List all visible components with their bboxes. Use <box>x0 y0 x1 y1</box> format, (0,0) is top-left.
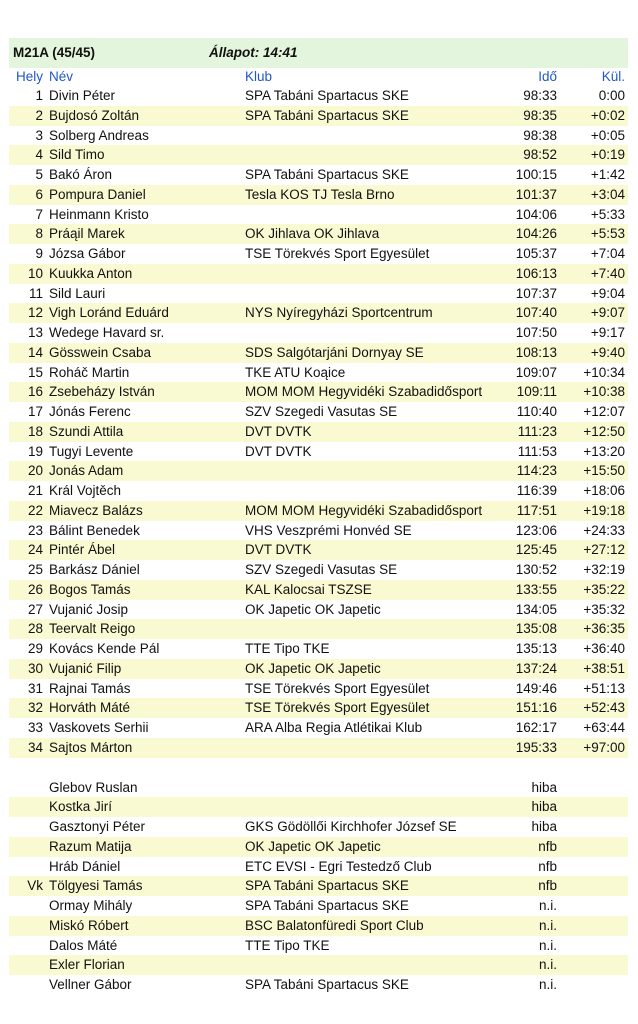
place-cell: 9 <box>35 246 43 261</box>
club-cell: MOM MOM Hegyvidéki Szabadidősport <box>245 502 483 518</box>
diff-cell: +5:53 <box>590 226 625 242</box>
time-cell: 125:45 <box>515 542 557 558</box>
time-cell: 101:37 <box>515 186 557 202</box>
result-row <box>9 698 628 718</box>
place-cell: 31 <box>27 680 43 696</box>
place-cell: 2 <box>35 107 43 123</box>
category-title-row <box>9 38 628 68</box>
name-cell: Dalos Máté <box>49 937 118 953</box>
club-cell: OK Japetic OK Japetic <box>245 601 381 617</box>
time-cell: 195:33 <box>515 739 557 755</box>
club-cell: KAL Kalocsai TSZSE <box>245 581 372 597</box>
diff-cell: +9:07 <box>590 305 625 321</box>
name-cell: Sild Timo <box>49 147 105 163</box>
place-cell: 16 <box>27 384 43 400</box>
place-cell: 6 <box>35 186 43 202</box>
place-cell: 28 <box>27 621 43 637</box>
result-row <box>9 205 628 225</box>
name-cell: Szundi Attila <box>49 423 124 439</box>
result-row <box>9 600 628 620</box>
non-finisher-row <box>9 778 628 798</box>
place-cell: 30 <box>27 660 43 676</box>
time-cell: 98:52 <box>523 147 557 163</box>
result-row <box>9 185 628 205</box>
diff-cell: +13:20 <box>583 443 625 459</box>
name-cell: Razum Matija <box>49 838 132 854</box>
result-row <box>9 224 628 244</box>
place-cell: 17 <box>27 404 43 419</box>
name-cell: Gasztonyi Péter <box>49 819 146 834</box>
place-cell: 12 <box>27 305 43 321</box>
time-cell: hiba <box>531 819 557 834</box>
diff-cell: +7:04 <box>590 246 625 261</box>
club-cell: SPA Tabáni Spartacus SKE <box>245 898 409 913</box>
result-row <box>9 145 628 165</box>
name-cell: Vellner Gábor <box>49 977 132 992</box>
result-row <box>9 461 628 481</box>
name-cell: Hráb Dániel <box>49 858 121 874</box>
diff-cell: +52:43 <box>583 700 625 716</box>
result-row <box>9 323 628 343</box>
column-diff-header[interactable]: Kül. <box>601 69 625 84</box>
diff-cell: +9:40 <box>590 344 625 360</box>
diff-cell: +3:04 <box>590 186 625 202</box>
diff-cell: +19:18 <box>583 502 625 518</box>
time-cell: 98:33 <box>523 88 557 103</box>
diff-cell: +15:50 <box>583 463 625 479</box>
column-place-header[interactable]: Hely <box>15 69 43 84</box>
time-cell: 109:11 <box>516 384 557 400</box>
name-cell: Zsebeházy István <box>49 384 155 400</box>
section-divider <box>9 758 628 778</box>
result-row <box>9 560 628 580</box>
non-finishers-list <box>9 778 628 995</box>
club-cell: OK Japetic OK Japetic <box>245 838 381 854</box>
name-cell: Teervalt Reigo <box>49 621 136 637</box>
name-cell: Gösswein Csaba <box>49 344 152 360</box>
place-cell: Vk <box>27 878 43 894</box>
ranked-results-list <box>9 86 628 758</box>
time-cell: 105:37 <box>515 246 557 261</box>
result-row <box>9 442 628 462</box>
category-class: M21A (45/45) <box>13 45 96 60</box>
column-name-header[interactable]: Név <box>49 69 74 84</box>
place-cell: 29 <box>27 641 43 656</box>
time-cell: 98:35 <box>523 107 557 123</box>
club-cell: DVT DVTK <box>245 443 312 459</box>
name-cell: Horváth Máté <box>49 700 131 716</box>
name-cell: Kovács Kende Pál <box>49 641 160 656</box>
club-cell: TTE Tipo TKE <box>245 641 330 656</box>
club-cell: NYS Nyíregyházi Sportcentrum <box>245 305 433 321</box>
time-cell: 133:55 <box>515 581 557 597</box>
club-cell: TSE Törekvés Sport Egyesület <box>245 246 430 261</box>
diff-cell: +0:02 <box>590 107 625 123</box>
diff-cell: +5:33 <box>590 206 625 222</box>
diff-cell: +32:19 <box>583 562 625 577</box>
club-cell: OK Jihlava OK Jihlava <box>245 226 380 242</box>
diff-cell: +35:22 <box>583 581 625 597</box>
name-cell: Sild Lauri <box>49 285 106 301</box>
diff-cell: +12:07 <box>583 404 625 419</box>
name-cell: Miavecz Balázs <box>49 502 143 518</box>
place-cell: 32 <box>27 700 43 716</box>
time-cell: 134:05 <box>515 601 557 617</box>
place-cell: 15 <box>27 364 43 380</box>
name-cell: Sajtos Márton <box>49 739 133 755</box>
time-cell: 135:08 <box>515 621 557 637</box>
name-cell: Jónás Ferenc <box>49 404 131 419</box>
place-cell: 22 <box>27 502 43 518</box>
category-status: Állapot: 14:41 <box>209 45 298 60</box>
name-cell: Barkász Dániel <box>49 562 140 577</box>
place-cell: 3 <box>35 127 43 143</box>
time-cell: 107:50 <box>515 325 557 340</box>
time-cell: 110:40 <box>516 404 557 419</box>
club-cell: TKE ATU Koąice <box>245 364 346 380</box>
club-cell: TSE Törekvés Sport Egyesület <box>245 680 430 696</box>
club-cell: ARA Alba Regia Atlétikai Klub <box>245 720 423 735</box>
column-time-header[interactable]: Idő <box>538 69 557 84</box>
name-cell: Kuukka Anton <box>49 265 133 281</box>
diff-cell: +0:05 <box>590 127 625 143</box>
time-cell: 149:46 <box>515 680 557 696</box>
name-cell: Roháč Martin <box>49 364 130 380</box>
club-cell: SPA Tabáni Spartacus SKE <box>245 977 409 992</box>
time-cell: 130:52 <box>515 562 557 577</box>
name-cell: Bujdosó Zoltán <box>49 107 140 123</box>
time-cell: nfb <box>538 858 557 874</box>
name-cell: Vujanić Josip <box>49 601 129 617</box>
club-cell: SPA Tabáni Spartacus SKE <box>245 107 409 123</box>
time-cell: 106:13 <box>515 265 557 281</box>
time-cell: 137:24 <box>515 660 557 676</box>
place-cell: 8 <box>35 226 43 242</box>
place-cell: 1 <box>35 88 43 103</box>
diff-cell: +18:06 <box>583 483 625 498</box>
result-row <box>9 264 628 284</box>
name-cell: Pompura Daniel <box>49 186 146 202</box>
result-row <box>9 422 628 442</box>
name-cell: Vaskovets Serhii <box>49 720 149 735</box>
place-cell: 10 <box>27 265 43 281</box>
place-cell: 26 <box>27 581 43 597</box>
name-cell: Heinmann Kristo <box>49 206 149 222</box>
name-cell: Jonás Adam <box>49 463 124 479</box>
result-row <box>9 126 628 146</box>
place-cell: 19 <box>27 443 43 459</box>
name-cell: Kostka Jirí <box>49 799 113 815</box>
club-cell: SZV Szegedi Vasutas SE <box>245 404 398 419</box>
result-row <box>9 619 628 639</box>
name-cell: Práąil Marek <box>49 226 125 242</box>
time-cell: 162:17 <box>515 720 557 735</box>
place-cell: 33 <box>27 720 43 735</box>
club-cell: SZV Szegedi Vasutas SE <box>245 562 398 577</box>
name-cell: Král Vojtěch <box>49 483 122 498</box>
place-cell: 23 <box>27 522 43 538</box>
diff-cell: +0:19 <box>590 147 625 163</box>
result-row <box>9 106 628 126</box>
time-cell: 123:06 <box>515 522 557 538</box>
non-finisher-row <box>9 936 628 956</box>
club-cell: SPA Tabáni Spartacus SKE <box>245 88 409 103</box>
diff-cell: +10:38 <box>583 384 625 400</box>
time-cell: n.i. <box>538 957 557 973</box>
time-cell: 104:06 <box>515 206 557 222</box>
non-finisher-row <box>9 916 628 936</box>
name-cell: Vujanić Filip <box>49 660 122 676</box>
diff-cell: +9:17 <box>590 325 625 340</box>
time-cell: 111:23 <box>517 423 557 439</box>
time-cell: 108:13 <box>515 344 557 360</box>
club-cell: ETC EVSI - Egri Testedző Club <box>245 858 432 874</box>
result-row <box>9 639 628 659</box>
non-finisher-row <box>9 817 628 837</box>
name-cell: Wedege Havard sr. <box>49 325 165 340</box>
time-cell: 114:23 <box>516 463 557 479</box>
time-cell: n.i. <box>538 977 557 992</box>
result-row <box>9 363 628 383</box>
club-cell: SDS Salgótarjáni Dornyay SE <box>245 344 424 360</box>
non-finisher-row <box>9 876 628 896</box>
time-cell: nfb <box>538 838 557 854</box>
time-cell: 107:40 <box>515 305 557 321</box>
time-cell: hiba <box>531 799 557 815</box>
name-cell: Tugyi Levente <box>49 443 134 459</box>
result-row <box>9 501 628 521</box>
time-cell: 109:07 <box>515 364 557 380</box>
club-cell: OK Japetic OK Japetic <box>245 660 381 676</box>
result-row <box>9 165 628 185</box>
column-header-row <box>9 68 628 86</box>
name-cell: Vigh Loránd Eduárd <box>49 305 169 321</box>
place-cell: 11 <box>28 285 43 301</box>
result-row <box>9 402 628 422</box>
diff-cell: +1:42 <box>590 167 625 182</box>
results-table <box>9 38 628 995</box>
result-row <box>9 521 628 541</box>
name-cell: Miskó Róbert <box>49 917 129 933</box>
result-row <box>9 86 628 106</box>
place-cell: 7 <box>35 206 43 222</box>
club-cell: SPA Tabáni Spartacus SKE <box>245 167 409 182</box>
name-cell: Bogos Tamás <box>49 581 131 597</box>
non-finisher-row <box>9 837 628 857</box>
place-cell: 14 <box>27 344 43 360</box>
name-cell: Bálint Benedek <box>49 522 140 538</box>
diff-cell: +38:51 <box>583 660 625 676</box>
place-cell: 18 <box>27 423 43 439</box>
club-cell: SPA Tabáni Spartacus SKE <box>245 878 409 894</box>
name-cell: Tölgyesi Tamás <box>49 878 143 894</box>
name-cell: Bakó Áron <box>49 167 113 182</box>
time-cell: 100:15 <box>515 167 557 182</box>
name-cell: Pintér Ábel <box>49 542 116 558</box>
diff-cell: +7:40 <box>590 265 625 281</box>
club-cell: DVT DVTK <box>245 542 312 558</box>
time-cell: 116:39 <box>516 483 557 498</box>
club-cell: DVT DVTK <box>245 423 312 439</box>
club-cell: Tesla KOS TJ Tesla Brno <box>245 186 395 202</box>
club-cell: BSC Balatonfüredi Sport Club <box>245 917 424 933</box>
club-cell: GKS Gödöllői Kirchhofer József SE <box>245 819 457 834</box>
diff-cell: +12:50 <box>583 423 625 439</box>
place-cell: 27 <box>27 601 43 617</box>
diff-cell: +27:12 <box>583 542 625 558</box>
name-cell: Rajnai Tamás <box>49 680 131 696</box>
place-cell: 4 <box>35 147 43 163</box>
time-cell: 98:38 <box>523 127 557 143</box>
diff-cell: +10:34 <box>583 364 625 380</box>
result-row <box>9 718 628 738</box>
time-cell: hiba <box>531 779 557 795</box>
non-finisher-row <box>9 797 628 817</box>
time-cell: 117:51 <box>516 502 557 518</box>
time-cell: n.i. <box>538 937 557 953</box>
result-row <box>9 679 628 699</box>
result-row <box>9 343 628 363</box>
diff-cell: +9:04 <box>590 285 625 301</box>
result-row <box>9 540 628 560</box>
club-cell: TTE Tipo TKE <box>245 937 330 953</box>
time-cell: 111:53 <box>517 443 557 459</box>
place-cell: 24 <box>27 542 43 558</box>
result-row <box>9 284 628 304</box>
diff-cell: 0:00 <box>598 88 625 103</box>
place-cell: 5 <box>35 167 43 182</box>
diff-cell: +36:35 <box>583 621 625 637</box>
name-cell: Józsa Gábor <box>49 246 126 261</box>
result-row <box>9 382 628 402</box>
diff-cell: +35:32 <box>583 601 625 617</box>
time-cell: 151:16 <box>515 700 557 716</box>
name-cell: Solberg Andreas <box>49 127 149 143</box>
diff-cell: +36:40 <box>583 641 625 656</box>
place-cell: 20 <box>27 463 43 479</box>
result-row <box>9 738 628 758</box>
diff-cell: +51:13 <box>583 680 625 696</box>
result-row <box>9 659 628 679</box>
non-finisher-row <box>9 896 628 916</box>
result-row <box>9 303 628 323</box>
result-row <box>9 481 628 501</box>
club-cell: TSE Törekvés Sport Egyesület <box>245 700 430 716</box>
non-finisher-row <box>9 955 628 975</box>
time-cell: nfb <box>538 878 557 894</box>
column-club-header[interactable]: Klub <box>245 69 273 84</box>
diff-cell: +24:33 <box>583 522 625 538</box>
time-cell: n.i. <box>538 898 557 913</box>
place-cell: 21 <box>27 483 43 498</box>
place-cell: 34 <box>27 739 43 755</box>
result-row <box>9 580 628 600</box>
time-cell: 107:37 <box>515 285 557 301</box>
diff-cell: +63:44 <box>583 720 625 735</box>
diff-cell: +97:00 <box>583 739 625 755</box>
name-cell: Divin Péter <box>49 88 116 103</box>
name-cell: Glebov Ruslan <box>49 779 138 795</box>
club-cell: MOM MOM Hegyvidéki Szabadidősport <box>245 384 483 400</box>
name-cell: Ormay Mihály <box>49 898 133 913</box>
place-cell: 25 <box>27 562 43 577</box>
time-cell: 135:13 <box>515 641 557 656</box>
name-cell: Exler Florian <box>49 957 125 973</box>
non-finisher-row <box>9 975 628 995</box>
time-cell: 104:26 <box>515 226 557 242</box>
non-finisher-row <box>9 857 628 877</box>
place-cell: 13 <box>27 325 43 340</box>
result-row <box>9 244 628 264</box>
club-cell: VHS Veszprémi Honvéd SE <box>245 522 412 538</box>
time-cell: n.i. <box>538 917 557 933</box>
